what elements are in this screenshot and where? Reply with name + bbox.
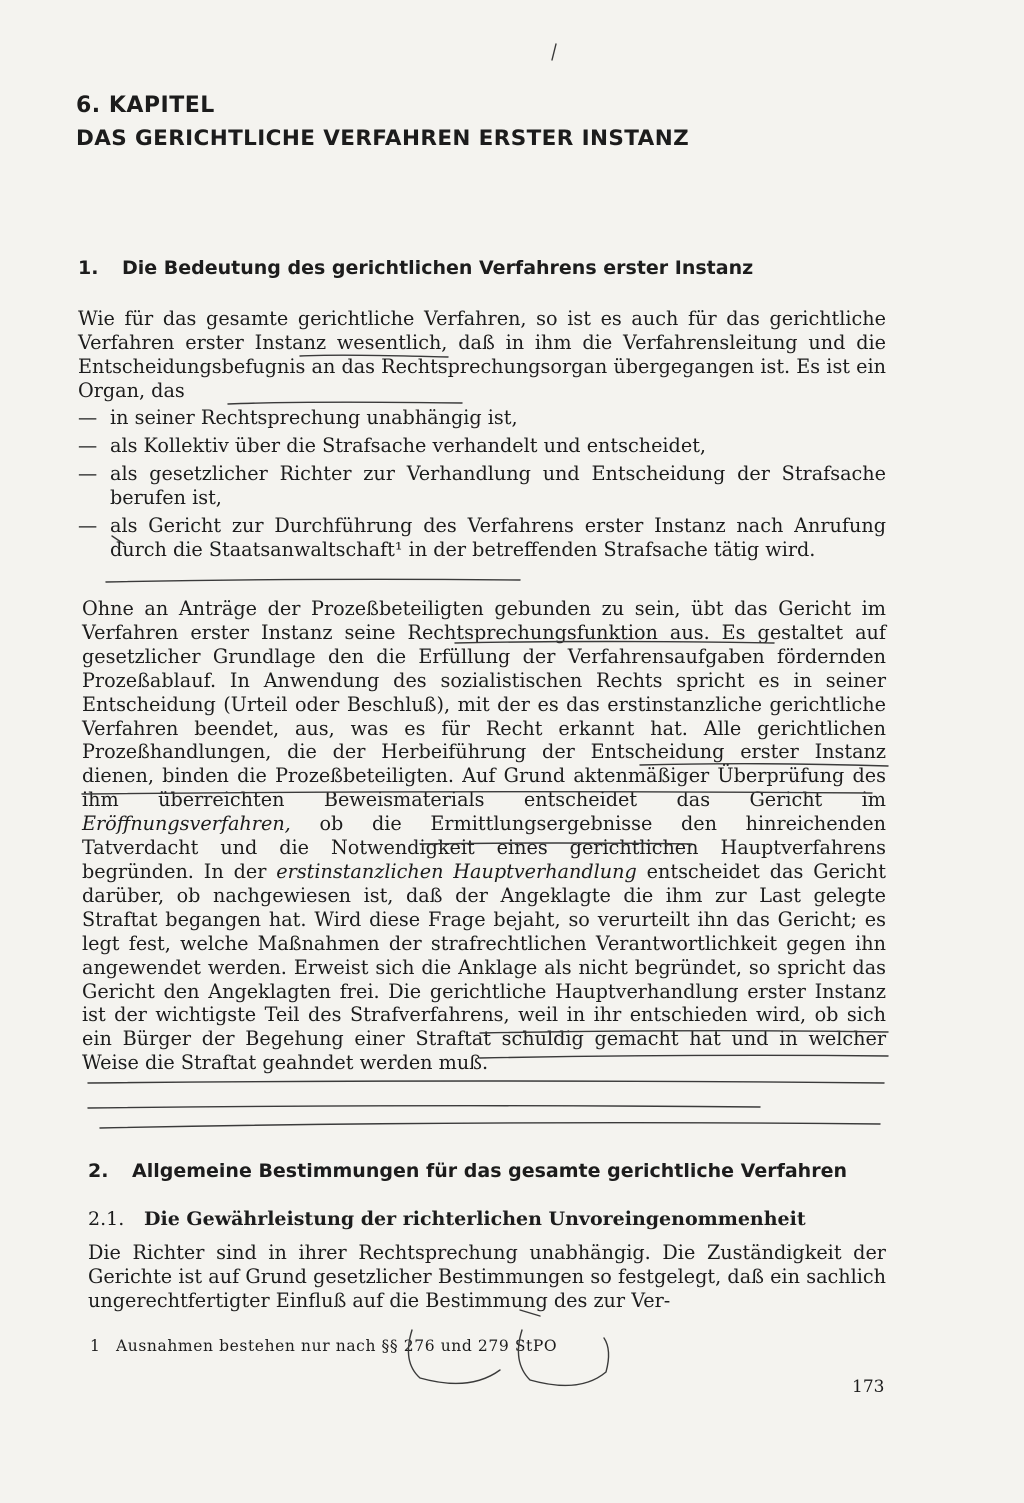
list-item-text: in seiner Rechtsprechung unabhängig ist, bbox=[110, 406, 518, 429]
underline-geahndet bbox=[88, 1106, 760, 1108]
list-item-text: als Gericht zur Durchführung des Verfahrens erster Instanz nach Anrufung durch die Staatsanwaltschaft¹ in der betreffenden Strafsache tätig wird. bbox=[110, 514, 886, 561]
list-item bbox=[78, 514, 886, 562]
section-1-number: 1. bbox=[78, 257, 99, 279]
section-2-1-number: 2.1. bbox=[88, 1208, 125, 1230]
list-dash: — bbox=[78, 462, 98, 485]
list-item-text: als Kollektiv über die Strafsache verhandelt und entscheidet, bbox=[110, 434, 707, 457]
organ-properties-list bbox=[78, 406, 886, 566]
body-text-part-1: Ohne an Anträge der Prozeßbeteiligten gebunden zu sein, übt das Gericht im Verfahren erster Instanz seine Rechtsprechungsfunktion aus. Es gestaltet auf gesetzlicher Grundlage den die Erfüllung der Verfahrensaufgaben fördernden Prozeßablauf. In Anwendung des sozialistischen Rechts spricht es in seiner Entscheidung (Urteil oder Beschluß), mit der es das erstinstanzliche gerichtliche Verfahren beendet, aus, was es für Recht erkannt hat. Alle gerichtlichen Prozeßhandlungen, die der Herbeiführung der Entscheidung erster Instanz dienen, binden die Prozeßbeteiligten. Auf Grund aktenmäßiger Überprüfung des ihm überreichten Beweismaterials entscheidet das Gericht im bbox=[82, 597, 886, 812]
body-text-part-2: ob die Ermittlungsergebnisse den hinreichenden Tatverdacht und die Notwendigkeit eines gerichtlichen Hauptverfahrens begründen. In der bbox=[82, 812, 886, 883]
chapter-title: DAS GERICHTLICHE VERFAHREN ERSTER INSTANZ bbox=[76, 126, 690, 151]
list-item-text: als gesetzlicher Richter zur Verhandlung und Entscheidung der Strafsache berufen ist, bbox=[110, 462, 886, 509]
list-dash: — bbox=[78, 434, 98, 457]
section-2-title: Allgemeine Bestimmungen für das gesamte gerichtliche Verfahren bbox=[132, 1160, 847, 1182]
body-emphasis-1: Eröffnungsverfahren, bbox=[82, 812, 291, 836]
section-2-1-title: Die Gewährleistung der richterlichen Unvoreingenommenheit bbox=[144, 1208, 806, 1230]
section-1-body bbox=[82, 597, 886, 1075]
section-2-1-text: Die Richter sind in ihrer Rechtsprechung unabhängig. Die Zuständigkeit der Gerichte ist auf Grund gesetzlicher Bestimmungen so festgelegt, daß ein sachlich ungerechtfertigter Einfluß auf die Bestimmung des zur Ver- bbox=[88, 1241, 886, 1312]
footnote bbox=[90, 1337, 557, 1355]
section-1-heading bbox=[78, 257, 753, 279]
footnote-text: Ausnahmen bestehen nur nach §§ 276 und 279 StPO bbox=[116, 1337, 558, 1355]
section-1-title: Die Bedeutung des gerichtlichen Verfahrens erster Instanz bbox=[122, 257, 754, 279]
section-2-number: 2. bbox=[88, 1160, 109, 1182]
section-1-intro: Wie für das gesamte gerichtliche Verfahren, so ist es auch für das gerichtliche Verfahren erster Instanz wesentlich, daß in ihm die Verfahrensleitung und die Entscheidungsbefugnis an das Rechtsprechungsorgan übergegangen ist. Es ist ein Organ, das bbox=[78, 307, 886, 402]
list-dash: — bbox=[78, 406, 98, 429]
list-item bbox=[78, 462, 886, 510]
list-item bbox=[78, 406, 886, 430]
list-dash: — bbox=[78, 514, 98, 537]
footnote-number: 1 bbox=[90, 1337, 101, 1355]
page-number: 173 bbox=[852, 1377, 885, 1397]
section-2-1-heading bbox=[88, 1208, 806, 1230]
underline-entschieden bbox=[88, 1081, 884, 1083]
section-2-heading bbox=[88, 1160, 847, 1182]
body-emphasis-2: erstinstanzlichen Hauptverhandlung bbox=[276, 859, 637, 883]
end-stroke bbox=[100, 1123, 880, 1128]
chapter-label: 6. KAPITEL bbox=[76, 93, 215, 118]
stray-pencil-mark bbox=[552, 44, 556, 60]
underline-staatsanwaltschaft bbox=[106, 579, 520, 582]
list-item bbox=[78, 434, 886, 458]
body-text-part-3: entscheidet das Gericht darüber, ob nachgewiesen ist, daß der Angeklagte die ihm zur Last gelegte Straftat begangen hat. Wird diese Frage bejaht, so verurteilt ihn das Gericht; es legt fest, welche Maßnahmen der strafrechtlichen Verantwortlichkeit gegen ihn angewendet werden. Erweist sich die Anklage als nicht begründet, so spricht das Gericht den Angeklagten frei. Die gerichtliche Hauptverhandlung erster Instanz ist der wichtigste Teil des Strafverfahrens, weil in ihr entschieden wird, ob sich ein Bürger der Begehung einer Straftat schuldig gemacht hat und in welcher Weise die Straftat geahndet werden muß. bbox=[82, 859, 887, 1075]
